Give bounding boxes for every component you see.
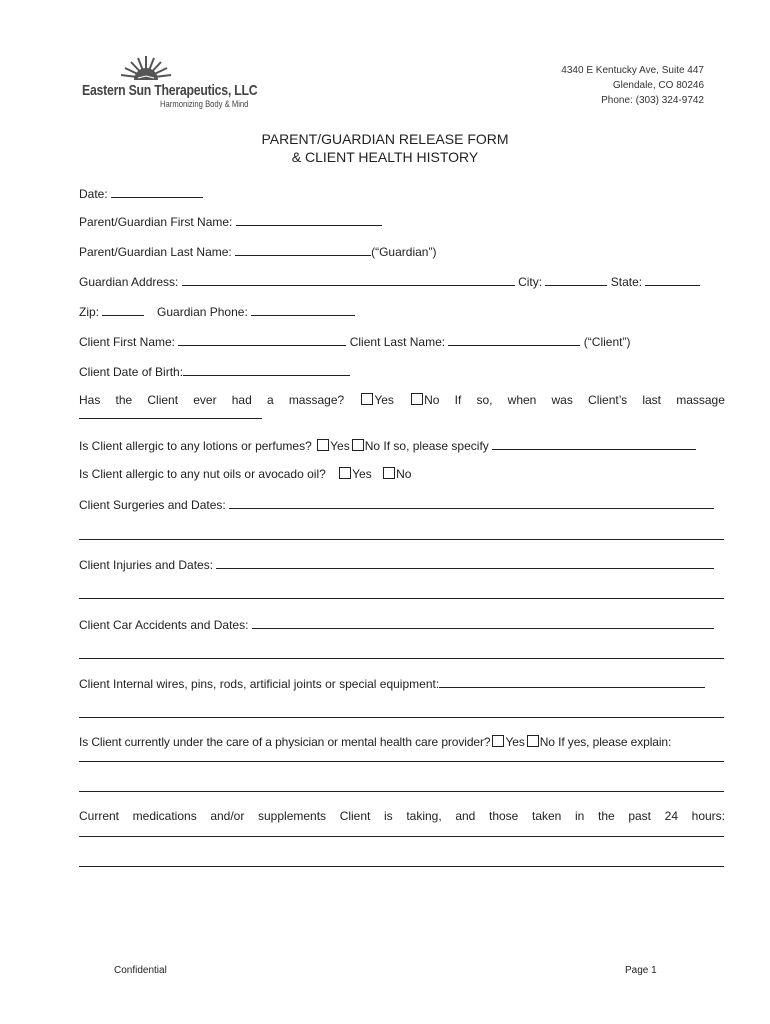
massage-word: a bbox=[266, 393, 274, 407]
allergy-lotions-yes-label: Yes bbox=[330, 439, 350, 453]
company-name: Eastern Sun Therapeutics, LLC bbox=[82, 82, 258, 99]
allergy-nuts-yes-label: Yes bbox=[352, 467, 372, 481]
physician-label: Is Client currently under the care of a physician or mental health care provider? bbox=[79, 735, 491, 749]
massage-word: Has bbox=[79, 393, 101, 407]
car-accidents-label: Client Car Accidents and Dates: bbox=[79, 618, 249, 632]
allergy-nuts-row bbox=[79, 467, 411, 481]
medications-word: and bbox=[455, 809, 476, 823]
explain-label: If yes, please explain: bbox=[558, 735, 672, 749]
medications-word: the bbox=[597, 809, 615, 823]
massage-word: when bbox=[507, 393, 537, 407]
zip-phone-row bbox=[79, 303, 355, 319]
physician-no-label: No bbox=[539, 735, 555, 749]
physician-explain-line-1[interactable] bbox=[79, 761, 724, 762]
address-phone: Phone: (303) 324-9742 bbox=[601, 95, 704, 106]
guardian-phone-label: Guardian Phone: bbox=[157, 305, 248, 319]
client-first-label: Client First Name: bbox=[79, 335, 176, 349]
medications-word: and/or bbox=[210, 809, 245, 823]
medications-row bbox=[79, 809, 725, 823]
guardian-last-field[interactable] bbox=[235, 243, 371, 256]
physician-no-checkbox[interactable] bbox=[527, 735, 539, 747]
internal-extra-line[interactable] bbox=[79, 717, 724, 718]
client-dob-row bbox=[79, 363, 350, 379]
allergy-nuts-no-label: No bbox=[396, 467, 412, 481]
sun-logo-icon bbox=[114, 54, 178, 84]
injuries-extra-line[interactable] bbox=[79, 598, 724, 599]
state-field[interactable] bbox=[645, 273, 700, 286]
massage-yes-checkbox[interactable] bbox=[361, 393, 373, 405]
date-row bbox=[79, 185, 203, 201]
medications-word: Client bbox=[339, 809, 371, 823]
massage-word: ever bbox=[193, 393, 217, 407]
medications-word: hours: bbox=[691, 809, 725, 823]
footer-page-number: Page 1 bbox=[625, 965, 657, 976]
physician-yes-label: Yes bbox=[505, 735, 525, 749]
surgeries-row bbox=[79, 496, 714, 512]
medications-word: taken bbox=[532, 809, 562, 823]
internal-equipment-row bbox=[79, 675, 705, 691]
zip-field[interactable] bbox=[102, 303, 144, 316]
surgeries-label: Client Surgeries and Dates: bbox=[79, 498, 226, 512]
internal-equipment-label: Client Internal wires, pins, rods, artificial joints or special equipment: bbox=[79, 677, 440, 691]
guardian-address-row bbox=[79, 273, 700, 289]
medications-line-2[interactable] bbox=[79, 866, 724, 867]
medications-line-1[interactable] bbox=[79, 836, 724, 837]
injuries-field[interactable] bbox=[216, 556, 714, 569]
address-line-1: 4340 E Kentucky Ave, Suite 447 bbox=[561, 65, 704, 76]
client-tag: (“Client”) bbox=[583, 335, 631, 349]
city-field[interactable] bbox=[545, 273, 607, 286]
allergy-lotions-no-checkbox[interactable] bbox=[352, 439, 364, 451]
massage-word: had bbox=[231, 393, 252, 407]
massage-word: massage bbox=[676, 393, 725, 407]
allergy-nuts-label: Is Client allergic to any nut oils or avocado oil? bbox=[79, 467, 326, 481]
massage-no-label: No bbox=[424, 393, 440, 407]
guardian-address-label: Guardian Address: bbox=[79, 275, 179, 289]
state-label: State: bbox=[610, 275, 643, 289]
allergy-lotions-label: Is Client allergic to any lotions or perfumes? bbox=[79, 439, 312, 453]
medications-word: medications bbox=[132, 809, 197, 823]
medications-word: supplements bbox=[258, 809, 327, 823]
medications-word: Current bbox=[79, 809, 120, 823]
massage-word: the bbox=[115, 393, 133, 407]
massage-word: massage? bbox=[288, 393, 345, 407]
medications-word: is bbox=[384, 809, 393, 823]
client-last-field[interactable] bbox=[448, 333, 580, 346]
injuries-row bbox=[79, 556, 714, 572]
car-accidents-extra-line[interactable] bbox=[79, 658, 724, 659]
guardian-last-row bbox=[79, 243, 436, 259]
injuries-label: Client Injuries and Dates: bbox=[79, 558, 214, 572]
allergy-nuts-yes-checkbox[interactable] bbox=[339, 467, 351, 479]
last-massage-field[interactable] bbox=[79, 418, 262, 419]
medications-word: 24 bbox=[664, 809, 678, 823]
company-tagline: Harmonizing Body & Mind bbox=[160, 99, 249, 109]
guardian-tag: (“Guardian”) bbox=[371, 245, 437, 259]
address-line-2: Glendale, CO 80246 bbox=[612, 80, 704, 91]
company-logo bbox=[82, 54, 262, 110]
medications-word: past bbox=[628, 809, 651, 823]
client-name-row bbox=[79, 333, 630, 349]
car-accidents-field[interactable] bbox=[252, 616, 714, 629]
city-label: City: bbox=[518, 275, 543, 289]
internal-equipment-field[interactable] bbox=[439, 675, 705, 688]
client-dob-label: Client Date of Birth: bbox=[79, 365, 184, 379]
physician-row bbox=[79, 735, 671, 749]
massage-no-checkbox[interactable] bbox=[411, 393, 423, 405]
guardian-first-row bbox=[79, 213, 382, 229]
surgeries-extra-line[interactable] bbox=[79, 539, 724, 540]
company-address bbox=[561, 63, 704, 108]
allergy-lotions-yes-checkbox[interactable] bbox=[317, 439, 329, 451]
allergy-lotions-row bbox=[79, 437, 696, 453]
client-dob-field[interactable] bbox=[183, 363, 350, 376]
physician-explain-line-2[interactable] bbox=[79, 791, 724, 792]
massage-word: Client’s bbox=[588, 393, 628, 407]
form-title-line-1: PARENT/GUARDIAN RELEASE FORM bbox=[261, 131, 509, 147]
date-label: Date: bbox=[79, 187, 108, 201]
car-accidents-row bbox=[79, 616, 714, 632]
massage-yes-label: Yes bbox=[374, 393, 394, 407]
guardian-first-label: Parent/Guardian First Name: bbox=[79, 215, 233, 229]
form-title-line-2: & CLIENT HEALTH HISTORY bbox=[291, 149, 479, 165]
guardian-last-label: Parent/Guardian Last Name: bbox=[79, 245, 232, 259]
guardian-address-field[interactable] bbox=[182, 273, 515, 286]
guardian-first-field[interactable] bbox=[236, 213, 382, 226]
massage-word: so, bbox=[476, 393, 493, 407]
surgeries-field[interactable] bbox=[229, 496, 714, 509]
medications-word: taking, bbox=[406, 809, 442, 823]
client-last-label: Client Last Name: bbox=[349, 335, 446, 349]
massage-word: Client bbox=[147, 393, 179, 407]
physician-yes-checkbox[interactable] bbox=[492, 735, 504, 747]
massage-word: was bbox=[551, 393, 573, 407]
allergy-specify-field[interactable] bbox=[492, 437, 696, 450]
allergy-lotions-no-label: No bbox=[364, 439, 381, 453]
massage-word: If bbox=[454, 393, 462, 407]
zip-label: Zip: bbox=[79, 305, 100, 319]
medications-word: those bbox=[489, 809, 519, 823]
massage-word: last bbox=[642, 393, 662, 407]
footer-confidential: Confidential bbox=[114, 965, 167, 976]
allergy-nuts-no-checkbox[interactable] bbox=[383, 467, 395, 479]
client-first-field[interactable] bbox=[178, 333, 346, 346]
date-field[interactable] bbox=[111, 185, 203, 198]
medications-word: in bbox=[575, 809, 585, 823]
guardian-phone-field[interactable] bbox=[251, 303, 355, 316]
massage-question-row bbox=[79, 393, 725, 407]
specify-label: If so, please specify bbox=[383, 439, 489, 453]
